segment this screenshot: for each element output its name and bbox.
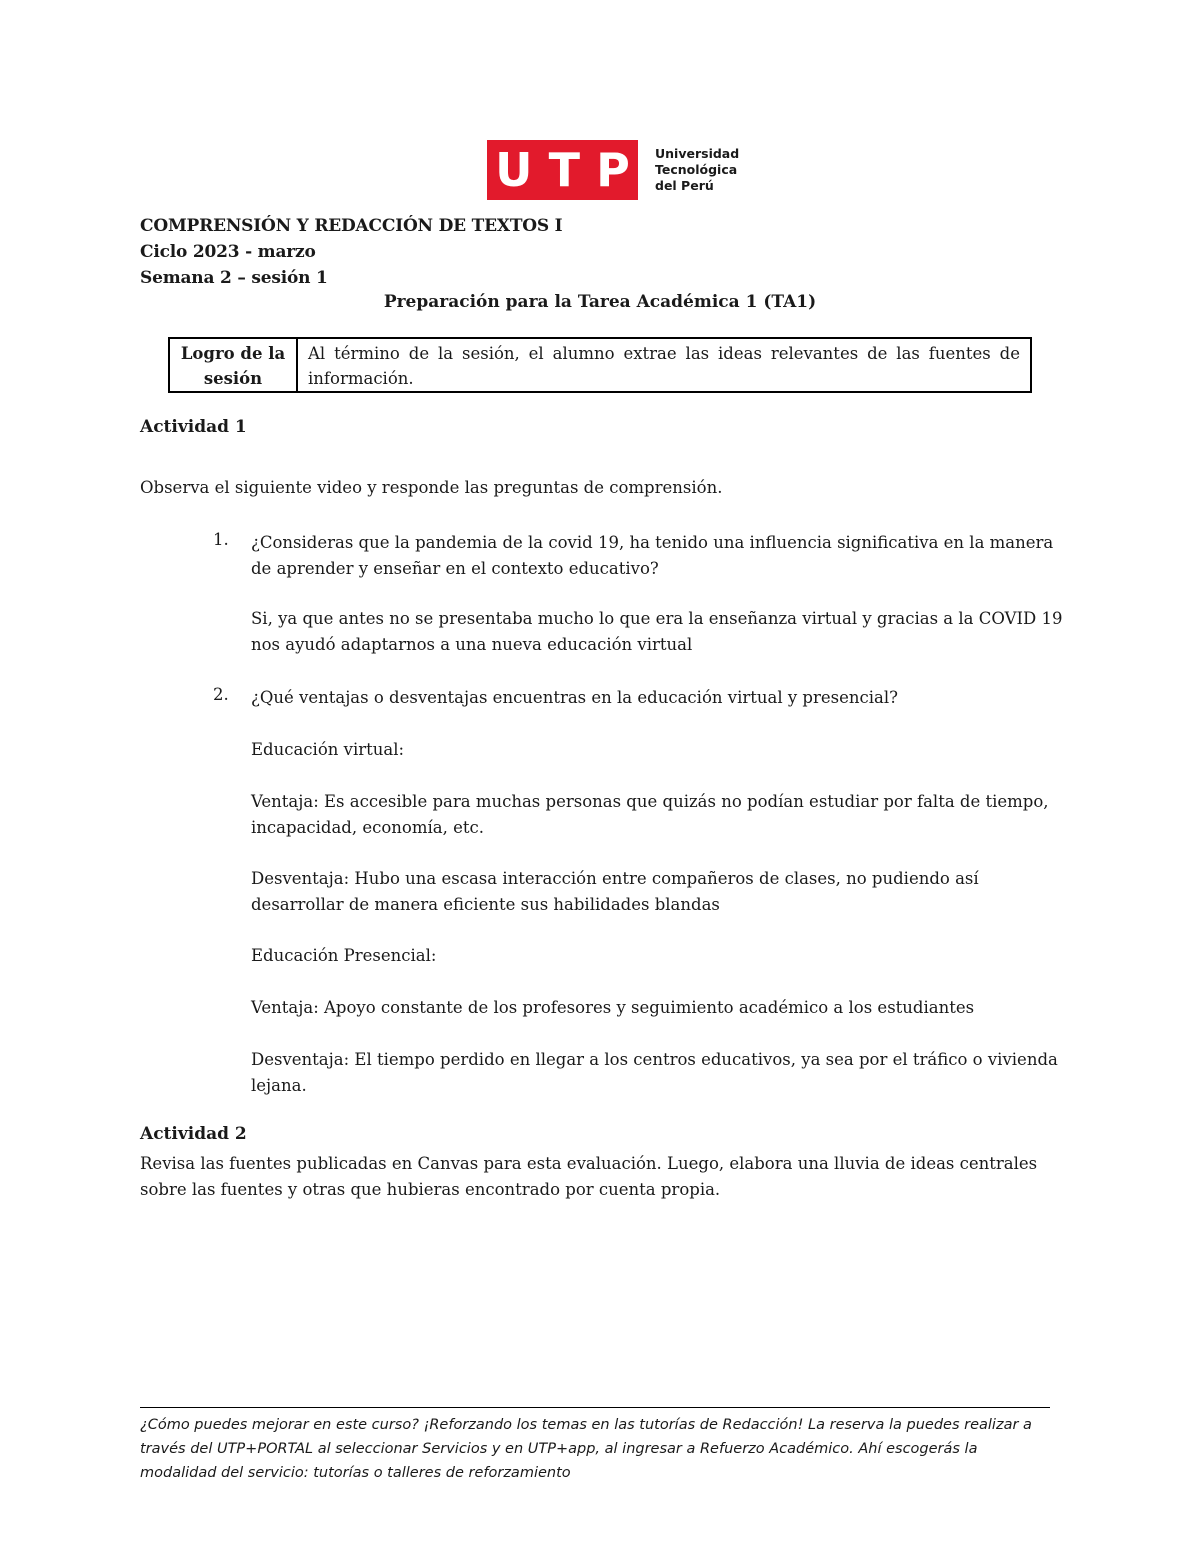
week-line: Semana 2 – sesión 1 bbox=[140, 268, 328, 288]
question-text: ¿Qué ventajas o desventajas encuentras en la educación virtual y presencial? bbox=[251, 688, 898, 707]
question-number: 2. bbox=[213, 685, 229, 704]
page-title: Preparación para la Tarea Académica 1 (TA1) bbox=[383, 292, 817, 312]
answer-subheading: Educación Presencial: bbox=[251, 946, 437, 965]
answer-text: Ventaja: Es accesible para muchas personas que quizás no podían estudiar por falta de tiempo, incapacidad, economía, etc. bbox=[251, 792, 1049, 837]
logro-table bbox=[168, 337, 1032, 393]
answer-text: Desventaja: Hubo una escasa interacción entre compañeros de clases, no pudiendo así desarrollar de manera eficiente sus habilidades blandas bbox=[251, 869, 979, 914]
logro-value: Al término de la sesión, el alumno extrae las ideas relevantes de las fuentes de información. bbox=[297, 338, 1031, 392]
answer-text: Si, ya que antes no se presentaba mucho lo que era la enseñanza virtual y gracias a la COVID 19 nos ayudó adaptarnos a una nueva educación virtual bbox=[251, 609, 1063, 654]
answer-text: Ventaja: Apoyo constante de los profesores y seguimiento académico a los estudiantes bbox=[251, 998, 975, 1017]
logo-name-line: Tecnológica bbox=[655, 162, 738, 177]
actividad-1-heading: Actividad 1 bbox=[140, 417, 247, 437]
logo-letter-u: U bbox=[495, 143, 533, 197]
cycle-line: Ciclo 2023 - marzo bbox=[140, 242, 316, 262]
answer-text: Desventaja: El tiempo perdido en llegar a los centros educativos, ya sea por el tráfico o vivienda lejana. bbox=[251, 1050, 1058, 1095]
footer-note: ¿Cómo puedes mejorar en este curso? ¡Reforzando los temas en las tutorías de Redacción! La reserva la puedes realizar a través del UTP+PORTAL al seleccionar Servicios y en UTP+app, al ingresar a Refuerzo Académico. Ahí escogerás la modalidad del servicio: tutorías o talleres de reforzamiento bbox=[140, 1417, 1032, 1481]
utp-logo bbox=[487, 140, 739, 200]
logo-block bbox=[487, 140, 638, 200]
actividad-1-instruction: Observa el siguiente video y responde las preguntas de comprensión. bbox=[140, 478, 723, 497]
footer-divider bbox=[140, 1407, 1050, 1408]
logo-name-line: Universidad bbox=[655, 146, 740, 161]
course-title: COMPRENSIÓN Y REDACCIÓN DE TEXTOS I bbox=[140, 216, 563, 236]
logo-letter-t: T bbox=[548, 143, 580, 197]
logo-letter-p: P bbox=[596, 143, 630, 197]
question-text: ¿Consideras que la pandemia de la covid 19, ha tenido una influencia significativa en la manera de aprender y enseñar en el contexto educativo? bbox=[251, 533, 1054, 578]
question-number: 1. bbox=[213, 530, 229, 549]
logo-university-name bbox=[655, 146, 739, 194]
logo-name-line: del Perú bbox=[655, 178, 714, 193]
logro-label: Logro de la sesión bbox=[169, 338, 297, 392]
actividad-2-text: Revisa las fuentes publicadas en Canvas para esta evaluación. Luego, elabora una lluvia de ideas centrales sobre las fuentes y otras que hubieras encontrado por cuenta propia. bbox=[140, 1154, 1038, 1199]
answer-subheading: Educación virtual: bbox=[251, 740, 405, 759]
actividad-2-heading: Actividad 2 bbox=[140, 1124, 247, 1144]
